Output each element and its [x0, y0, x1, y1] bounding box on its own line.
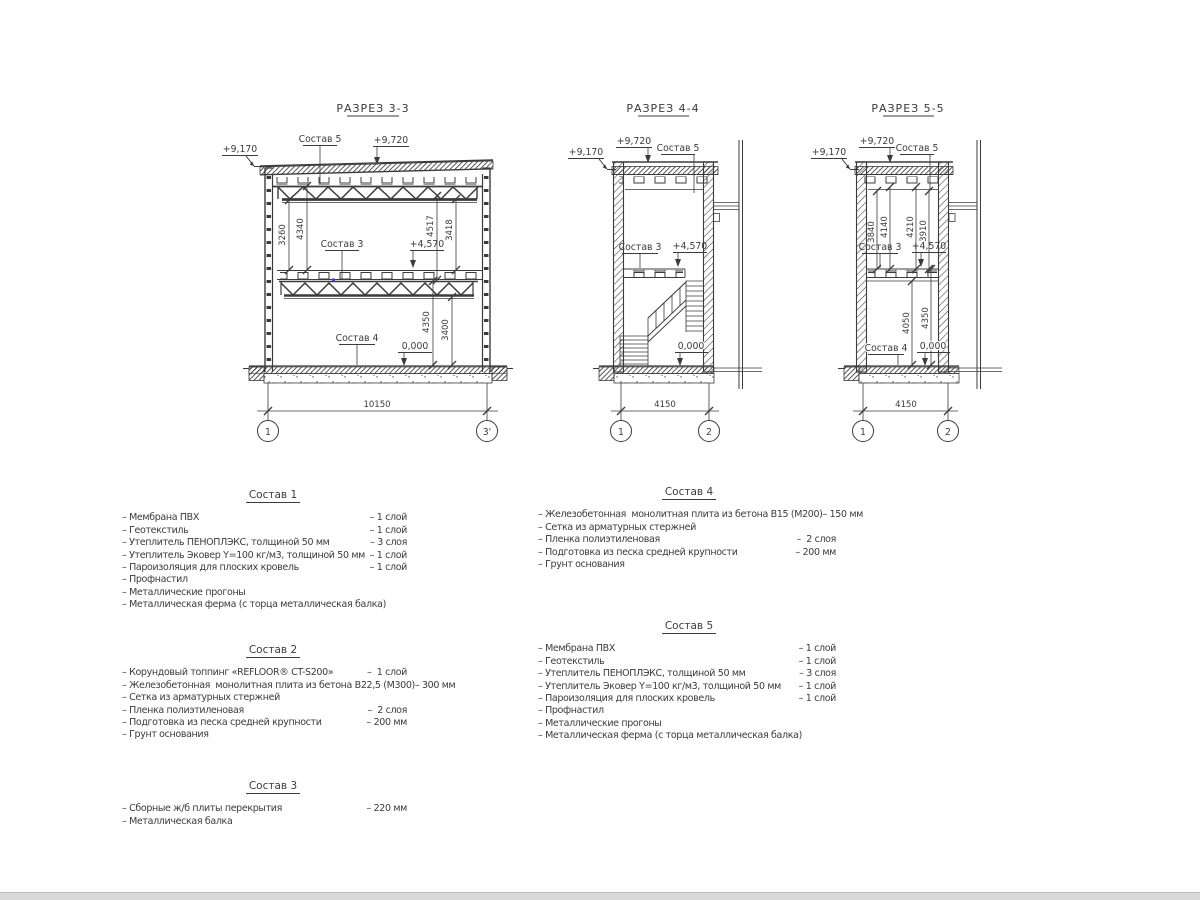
- composition-2-title: Состав 2: [122, 644, 424, 656]
- elev-mid-mark: +4,570: [672, 241, 708, 252]
- list-item: [122, 692, 424, 704]
- item-value: – 200 мм: [366, 717, 407, 729]
- item-name: – Подготовка из песка средней крупности: [538, 546, 738, 558]
- floor-composition-label: Состав 4: [864, 343, 908, 354]
- svg-text:1: 1: [265, 427, 271, 438]
- item-name: – Утеплитель ПЕНОПЛЭКС, толщиной 50 мм: [122, 537, 330, 549]
- svg-text:10150: 10150: [363, 400, 391, 410]
- item-value: [407, 729, 424, 741]
- item-name: – Мембрана ПВХ: [122, 512, 200, 524]
- list-item: [538, 668, 840, 680]
- down-arrow-icon: [401, 358, 407, 366]
- list-item: [122, 512, 424, 524]
- item-name: – Геотекстиль: [538, 655, 605, 667]
- floor-purlins: [280, 272, 480, 280]
- svg-text:2: 2: [945, 427, 951, 438]
- wall-right: [704, 162, 714, 372]
- list-item: [538, 730, 840, 742]
- elev-left-mark: +9,170: [811, 147, 847, 158]
- composition-list-1: [122, 489, 424, 612]
- list-item: [122, 587, 424, 599]
- svg-text:4140: 4140: [880, 216, 890, 238]
- item-name: – Сетка из арматурных стержней: [538, 521, 696, 533]
- item-value: – 150 мм: [822, 509, 863, 521]
- wall-left: [614, 162, 624, 372]
- list-item: [122, 599, 424, 611]
- svg-text:4150: 4150: [895, 400, 917, 410]
- item-value: – 1 слой: [798, 680, 836, 692]
- width-dimension: [611, 383, 719, 421]
- section-4-4: [568, 102, 762, 442]
- item-value: – 1 слой: [798, 693, 836, 705]
- ground-slab: [838, 366, 959, 383]
- svg-text:3910: 3910: [919, 220, 929, 242]
- elev-roof-mark: +9,720: [859, 136, 895, 147]
- item-name: – Профнастил: [122, 574, 188, 586]
- item-value: – 1 слой: [367, 667, 407, 679]
- list-item: [122, 803, 424, 815]
- adjacent-structure: [949, 140, 1002, 389]
- list-item: [122, 667, 424, 679]
- mid-composition-label: Состав 3: [320, 239, 364, 250]
- elev-roof-mark: +9,720: [616, 136, 652, 147]
- item-name: – Пленка полиэтиленовая: [538, 534, 660, 546]
- list-item: [538, 509, 863, 521]
- roof-composition-label: Состав 5: [656, 143, 700, 154]
- section-5-5: [811, 102, 1002, 442]
- roof-composition-label: Состав 5: [895, 143, 939, 154]
- item-value: – 1 слой: [369, 524, 407, 536]
- floor-composition-label: Состав 4: [335, 333, 379, 344]
- item-value: [407, 587, 424, 599]
- svg-text:4350: 4350: [422, 311, 432, 333]
- item-name: – Металлическая балка: [122, 815, 233, 827]
- svg-text:4340: 4340: [296, 218, 306, 240]
- roof-truss: [278, 187, 478, 199]
- ground-slab: [593, 366, 714, 383]
- list-item: [122, 679, 456, 692]
- item-name: – Геотекстиль: [122, 524, 189, 536]
- list-item: [538, 681, 840, 693]
- elev-zero-mark: 0,000: [401, 341, 429, 352]
- axis-bubble: [611, 421, 720, 442]
- list-item: [122, 729, 424, 741]
- wall-left: [857, 162, 867, 372]
- list-item: [122, 574, 424, 586]
- elev-left-mark: +9,170: [222, 144, 258, 155]
- list-item: [538, 693, 840, 705]
- item-name: – Металлические прогоны: [538, 717, 662, 729]
- list-item: [122, 717, 424, 729]
- section-4-4-title: РАЗРЕЗ 4-4: [626, 102, 700, 115]
- svg-text:2: 2: [706, 427, 712, 438]
- svg-text:1: 1: [860, 427, 866, 438]
- item-value: – 2 слоя: [367, 704, 407, 716]
- item-value: [407, 692, 424, 704]
- composition-list-2: [122, 644, 456, 742]
- elev-arrow-icon: [246, 156, 263, 167]
- svg-text:3418: 3418: [445, 219, 455, 241]
- down-arrow-icon: [675, 259, 681, 267]
- mid-composition-label: Состав 3: [858, 242, 902, 253]
- composition-3-title: Состав 3: [122, 780, 424, 792]
- down-arrow-icon: [922, 358, 928, 366]
- width-dimension: [257, 383, 498, 421]
- item-name: – Металлическая ферма (с торца металлическая балка): [122, 599, 386, 611]
- roof-composition-label: Состав 5: [298, 134, 342, 145]
- item-name: – Железобетонная монолитная плита из бетона В22,5 (М300): [122, 679, 415, 691]
- item-name: – Металлическая ферма (с торца металлическая балка): [538, 730, 802, 742]
- item-name: – Металлические прогоны: [122, 586, 246, 598]
- list-item: [538, 559, 840, 571]
- item-name: – Грунт основания: [122, 729, 209, 741]
- list-item: [122, 537, 424, 549]
- item-value: – 220 мм: [366, 803, 407, 815]
- elev-mid-mark: +4,570: [409, 239, 445, 250]
- item-name: – Пароизоляция для плоских кровель: [538, 693, 715, 705]
- floor-truss: [281, 283, 473, 295]
- item-value: – 200 мм: [795, 546, 836, 558]
- artifact-dot: [332, 279, 335, 282]
- list-item: [122, 550, 424, 562]
- list-item: [538, 718, 840, 730]
- svg-text:4210: 4210: [906, 216, 916, 238]
- svg-text:4150: 4150: [654, 400, 676, 410]
- item-name: – Сетка из арматурных стержней: [122, 692, 280, 704]
- svg-text:4517: 4517: [426, 215, 436, 237]
- item-name: – Пароизоляция для плоских кровель: [122, 562, 299, 574]
- item-value: – 1 слой: [369, 512, 407, 524]
- svg-text:1: 1: [618, 427, 624, 438]
- item-name: – Пленка полиэтиленовая: [122, 704, 244, 716]
- elev-roof-mark: +9,720: [373, 135, 409, 146]
- roof-slab-hatch: [612, 167, 718, 175]
- staircase: [620, 281, 704, 367]
- section-5-5-title: РАЗРЕЗ 5-5: [871, 102, 945, 115]
- axis-bubble: [258, 421, 498, 442]
- item-name: – Корундовый топпинг «REFLOOR® CT-S200»: [122, 667, 334, 679]
- section-3-3: [222, 102, 513, 442]
- item-name: – Утеплитель Эковер Y=100 кг/м3, толщиной 50 мм: [538, 680, 781, 692]
- item-value: [836, 718, 840, 730]
- list-item: [122, 816, 424, 828]
- floor-purlins: [625, 270, 683, 277]
- adjacent-structure: [714, 140, 763, 389]
- width-dimension: [853, 383, 958, 421]
- list-item: [538, 705, 840, 717]
- item-value: – 3 слоя: [370, 537, 407, 549]
- elev-mid-mark: +4,570: [911, 241, 947, 252]
- item-name: – Мембрана ПВХ: [538, 643, 616, 655]
- roof-purlins: [862, 177, 946, 185]
- svg-text:3400: 3400: [441, 319, 451, 341]
- elev-zero-mark: 0,000: [919, 341, 947, 352]
- item-value: – 3 слоя: [799, 668, 836, 680]
- item-name: – Сборные ж/б плиты перекрытия: [122, 803, 282, 815]
- item-value: – 1 слой: [798, 643, 836, 655]
- down-arrow-icon: [410, 260, 416, 268]
- item-value: [407, 816, 424, 828]
- item-value: [407, 599, 424, 611]
- roof-purlins: [272, 177, 482, 185]
- composition-5-title: Состав 5: [538, 620, 840, 632]
- list-item: [122, 562, 424, 574]
- item-name: – Утеплитель ПЕНОПЛЭКС, толщиной 50 мм: [538, 668, 746, 680]
- page-bottom-bar: [0, 892, 1200, 900]
- item-value: [836, 522, 840, 534]
- item-value: – 300 мм: [414, 679, 456, 691]
- svg-text:3840: 3840: [867, 221, 877, 243]
- composition-list-4: [538, 486, 863, 571]
- item-value: – 1 слой: [369, 562, 407, 574]
- composition-1-title: Состав 1: [122, 489, 424, 501]
- item-name: – Утеплитель Эковер Y=100 кг/м3, толщиной 50 мм: [122, 549, 365, 561]
- list-item: [538, 643, 840, 655]
- item-name: – Профнастил: [538, 705, 604, 717]
- item-value: [836, 730, 840, 742]
- list-item: [122, 705, 424, 717]
- list-item: [538, 547, 840, 559]
- composition-list-3: [122, 780, 424, 828]
- list-item: [538, 656, 840, 668]
- mid-composition-label: Состав 3: [618, 242, 662, 253]
- section-3-3-title: РАЗРЕЗ 3-3: [336, 102, 410, 115]
- ground-slab: [243, 366, 513, 383]
- axis-bubble: [853, 421, 959, 442]
- roof-purlins: [619, 177, 709, 185]
- item-value: – 2 слоя: [796, 534, 836, 546]
- down-arrow-icon: [677, 358, 683, 366]
- item-name: – Грунт основания: [538, 559, 625, 571]
- list-item: [538, 534, 840, 546]
- elev-zero-mark: 0,000: [677, 341, 705, 352]
- svg-text:4050: 4050: [902, 312, 912, 334]
- svg-text:3260: 3260: [278, 224, 288, 246]
- list-item: [122, 525, 424, 537]
- svg-text:4350: 4350: [921, 307, 931, 329]
- column-right: [483, 168, 491, 372]
- item-name: – Железобетонная монолитная плита из бетона В15 (М200): [538, 509, 823, 521]
- item-value: [407, 574, 424, 586]
- list-item: [538, 522, 840, 534]
- item-name: – Подготовка из песка средней крупности: [122, 717, 322, 729]
- composition-list-5: [538, 620, 840, 743]
- svg-text:3': 3': [482, 427, 492, 438]
- item-value: – 1 слой: [369, 549, 407, 561]
- item-value: – 1 слой: [798, 655, 836, 667]
- composition-4-title: Состав 4: [538, 486, 840, 498]
- elev-left-mark: +9,170: [568, 147, 604, 158]
- item-value: [836, 559, 840, 571]
- column-left: [265, 168, 273, 372]
- item-value: [836, 705, 840, 717]
